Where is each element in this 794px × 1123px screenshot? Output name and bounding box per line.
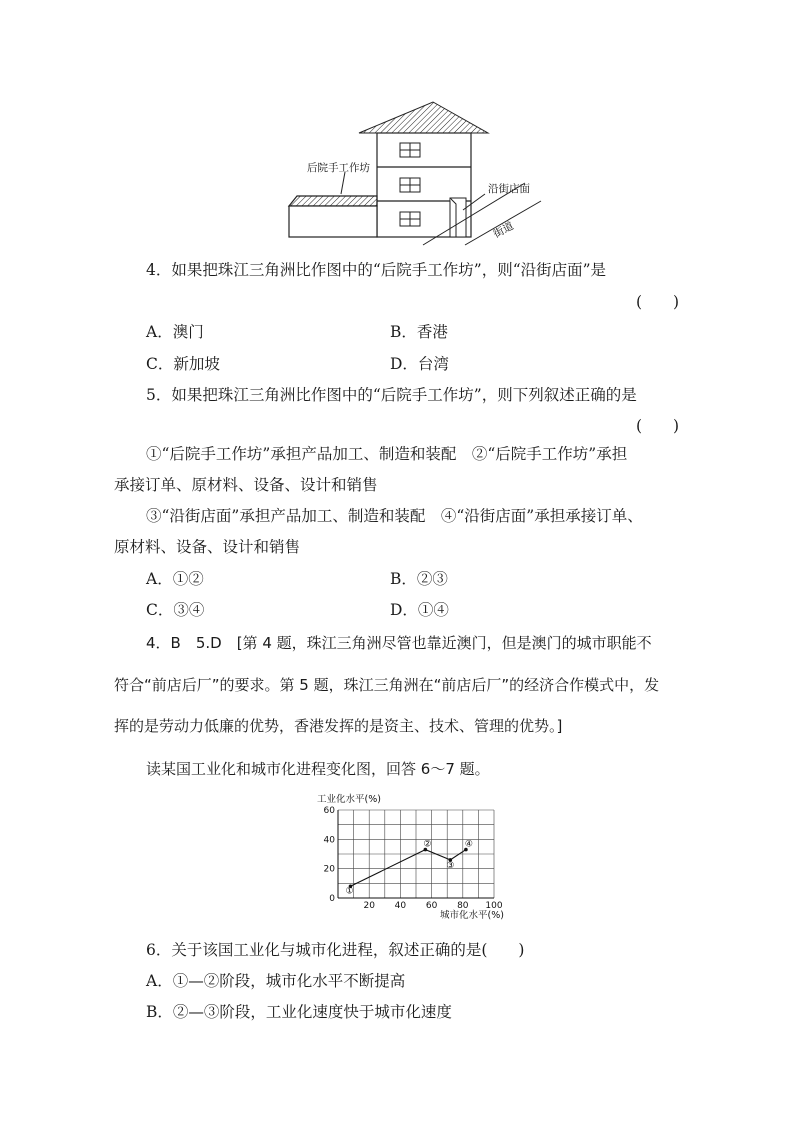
x-tick-label: 20	[363, 901, 375, 911]
q4-option-d: D．台湾	[390, 355, 449, 373]
q6-stem: 6．关于该国工业化与城市化进程，叙述正确的是( )	[146, 941, 525, 959]
chart-ylabel: 工业化水平(%)	[317, 794, 381, 805]
q5-statement-1-line2: 承接订单、原材料、设备、设计和销售	[114, 476, 378, 494]
x-tick-label: 80	[457, 901, 469, 911]
q4-option-c: C．新加坡	[146, 355, 220, 373]
building-roof	[359, 102, 488, 133]
q5-option-c: C．③④	[146, 601, 205, 619]
q4-answer-paren: ( )	[636, 293, 680, 311]
q4-option-b: B．香港	[390, 323, 448, 341]
q5-statement-1-line1: ①“后院手工作坊”承担产品加工、制造和装配 ②“后院手工作坊”承担	[146, 445, 628, 463]
q5-statement-2-line2: 原材料、设备、设计和销售	[114, 538, 301, 556]
data-point-label: ③	[446, 860, 455, 871]
chart-intro: 读某国工业化和城市化进程变化图，回答 6～7 题。	[146, 760, 490, 778]
data-point-label: ④	[464, 839, 473, 850]
q5-statement-2-line1: ③“沿街店面”承担产品加工、制造和装配 ④“沿街店面”承担承接订单、	[146, 507, 643, 525]
shop-door	[450, 198, 466, 237]
street-label: 街道	[491, 220, 516, 241]
q6-option-b: B．②—③阶段，工业化速度快于城市化速度	[146, 1003, 452, 1021]
y-tick-label: 60	[323, 806, 335, 816]
x-tick-label: 100	[485, 901, 503, 911]
q5-option-a: A．①②	[146, 570, 204, 588]
x-tick-label: 40	[394, 901, 407, 911]
q4-option-a: A．澳门	[146, 323, 204, 341]
y-tick-label: 40	[323, 835, 335, 846]
y-tick-label: 20	[323, 864, 335, 875]
x-tick-label: 60	[425, 901, 438, 911]
q5-option-d: D．①④	[390, 601, 449, 619]
shopfront-label: 沿街店面	[488, 183, 530, 195]
q5-option-b: B．②③	[390, 570, 448, 588]
y-tick-label: 0	[329, 894, 335, 904]
building-figure	[285, 98, 545, 248]
q5-stem: 5．如果把珠江三角洲比作图中的“后院手工作坊”，则下列叙述正确的是	[146, 386, 637, 404]
q5-answer-paren: ( )	[636, 417, 680, 435]
answer-line-3: 挥的是劳动力低廉的优势，香港发挥的是资主、技术、管理的优势。]	[114, 717, 563, 735]
answer-line-2: 符合“前店后厂”的要求。第 5 题，珠江三角洲在“前店后厂”的经济合作模式中，发	[114, 676, 660, 694]
workshop-label: 后院手工作坊	[307, 162, 370, 174]
answer-line-1: 4．B 5.D [第 4 题，珠江三角洲尽管也靠近澳门，但是澳门的城市职能不	[146, 634, 652, 652]
chart-xlabel: 城市化水平(%)	[440, 910, 504, 921]
q6-option-a: A．①—②阶段，城市化水平不断提高	[146, 972, 406, 990]
building-annex	[289, 196, 377, 237]
industrialization-urbanization-chart	[312, 790, 512, 922]
q4-stem: 4．如果把珠江三角洲比作图中的“后院手工作坊”，则“沿街店面”是	[146, 261, 607, 279]
data-point-label: ①	[345, 886, 354, 897]
data-point-label: ②	[423, 839, 432, 850]
